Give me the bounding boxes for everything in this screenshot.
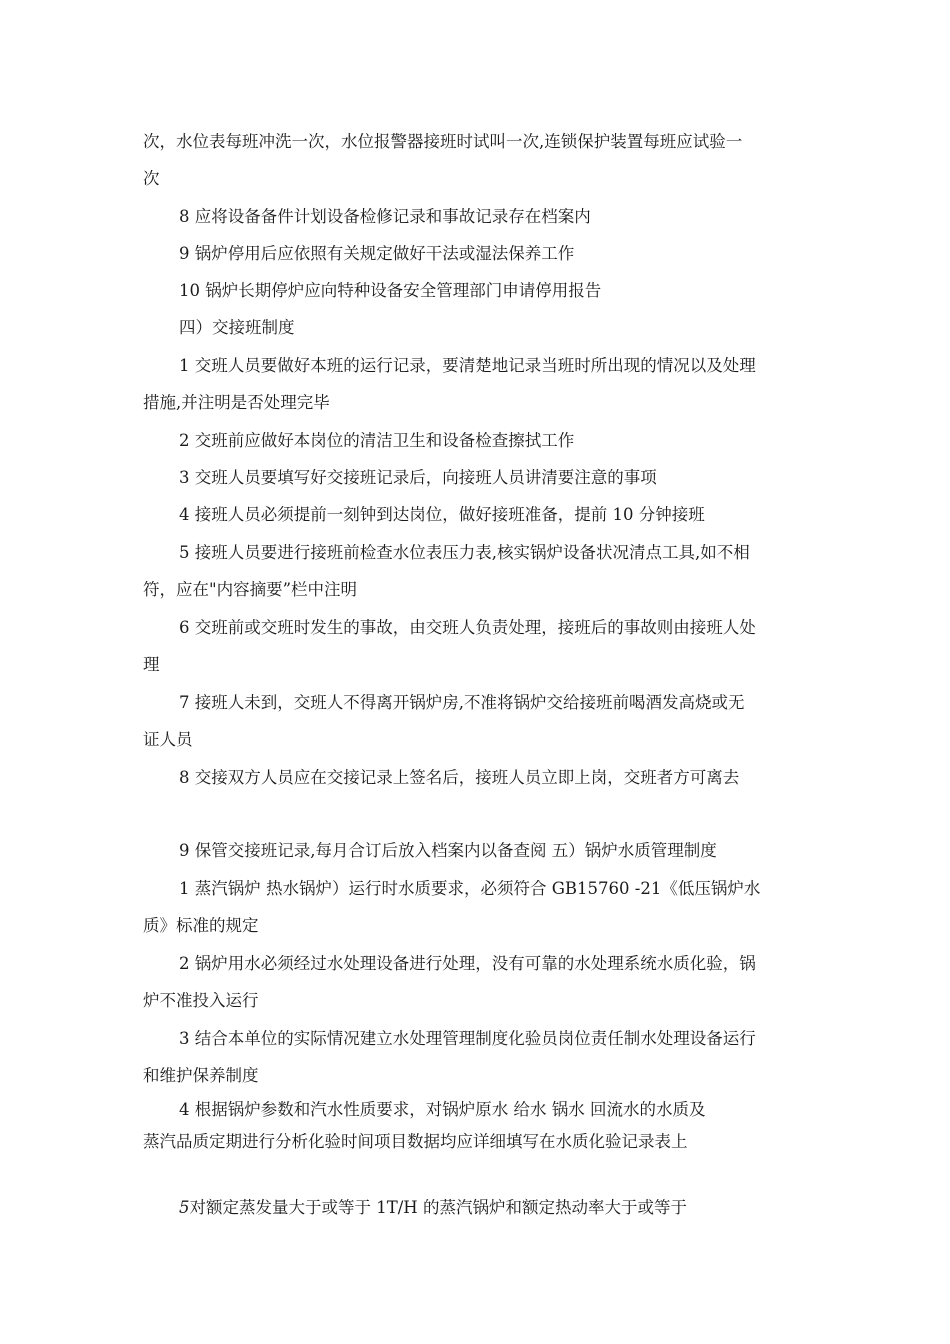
paragraph-handover-9 [143, 832, 823, 869]
text-line: 2 锅炉用水必须经过水处理设备进行处理，没有可靠的水处理系统水质化验，锅 [179, 954, 756, 973]
paragraph-water-5 [143, 1189, 823, 1226]
text-line: 3 结合本单位的实际情况建立水处理管理制度化验员岗位责任制水处理设备运行 [179, 1029, 756, 1048]
paragraph-water-4 [143, 1094, 823, 1158]
paragraph-handover-6 [143, 609, 823, 683]
paragraph-continuation [143, 123, 823, 197]
text-line: 次 [143, 169, 160, 188]
text-line: 蒸汽品质定期进行分析化验时间项目数据均应详细填写在水质化验记录表上 [143, 1132, 688, 1151]
paragraph-handover-1 [143, 347, 823, 421]
paragraph-water-3 [143, 1020, 823, 1094]
text-line: 3 交班人员要填写好交接班记录后，向接班人员讲清要注意的事项 [179, 468, 657, 487]
paragraph-item-8 [143, 198, 823, 235]
text-line: 5 接班人员要进行接班前检查水位表压力表,核实锅炉设备状况清点工具,如不相 [179, 543, 750, 562]
paragraph-water-1 [143, 870, 823, 944]
text-line: 符，应在"内容摘要”栏中注明 [143, 580, 358, 599]
text-line: 9 锅炉停用后应依照有关规定做好干法或湿法保养工作 [179, 244, 575, 263]
section-heading: 四）交接班制度 [179, 318, 295, 337]
paragraph-handover-5 [143, 534, 823, 608]
text-line: 7 接班人未到，交班人不得离开锅炉房,不准将锅炉交给接班前喝酒发高烧或无 [179, 693, 745, 712]
text-line: 2 交班前应做好本岗位的清洁卫生和设备检查擦拭工作 [179, 431, 575, 450]
section-heading-handover [143, 309, 823, 346]
text-line: 9 保管交接班记录,每月合订后放入档案内以备查阅 五）锅炉水质管理制度 [179, 841, 717, 860]
item-number: 5 [179, 1198, 190, 1217]
text-line: 8 应将设备备件计划设备检修记录和事故记录存在档案内 [179, 207, 591, 226]
text-line: 1 交班人员要做好本班的运行记录，要清楚地记录当班时所出现的情况以及处理 [179, 356, 756, 375]
text-line: 炉不准投入运行 [143, 991, 259, 1010]
paragraph-item-10 [143, 272, 823, 309]
paragraph-water-2 [143, 945, 823, 1019]
text-line: 证人员 [143, 730, 193, 749]
text-line: 和维护保养制度 [143, 1066, 259, 1085]
paragraph-handover-7 [143, 684, 823, 758]
paragraph-handover-3 [143, 459, 823, 496]
text-line: 1 蒸汽锅炉 热水锅炉）运行时水质要求，必须符合 GB15760 -21《低压锅炉水 [179, 879, 761, 898]
paragraph-handover-4 [143, 496, 823, 533]
paragraph-handover-8 [143, 759, 823, 796]
text-line: 8 交接双方人员应在交接记录上签名后，接班人员立即上岗，交班者方可离去 [179, 768, 740, 787]
paragraph-handover-2 [143, 422, 823, 459]
item-text: 对额定蒸发量大于或等于 1T/H 的蒸汽锅炉和额定热动率大于或等于 [189, 1198, 687, 1217]
text-line: 4 接班人员必须提前一刻钟到达岗位，做好接班准备，提前 10 分钟接班 [179, 505, 705, 524]
text-line: 4 根据锅炉参数和汽水性质要求，对锅炉原水 给水 锅水 回流水的水质及 [179, 1100, 706, 1119]
text-line: 10 锅炉长期停炉应向特种设备安全管理部门申请停用报告 [179, 281, 602, 300]
text-line: 质》标准的规定 [143, 916, 259, 935]
text-line: 6 交班前或交班时发生的事故，由交班人负责处理，接班后的事故则由接班人处 [179, 618, 756, 637]
text-line: 次，水位表每班冲洗一次，水位报警器接班时试叫一次,连锁保护装置每班应试验一 [143, 132, 743, 151]
text-line: 措施,并注明是否处理完毕 [143, 393, 330, 412]
text-line: 理 [143, 655, 160, 674]
text-line [143, 1189, 823, 1226]
paragraph-item-9 [143, 235, 823, 272]
